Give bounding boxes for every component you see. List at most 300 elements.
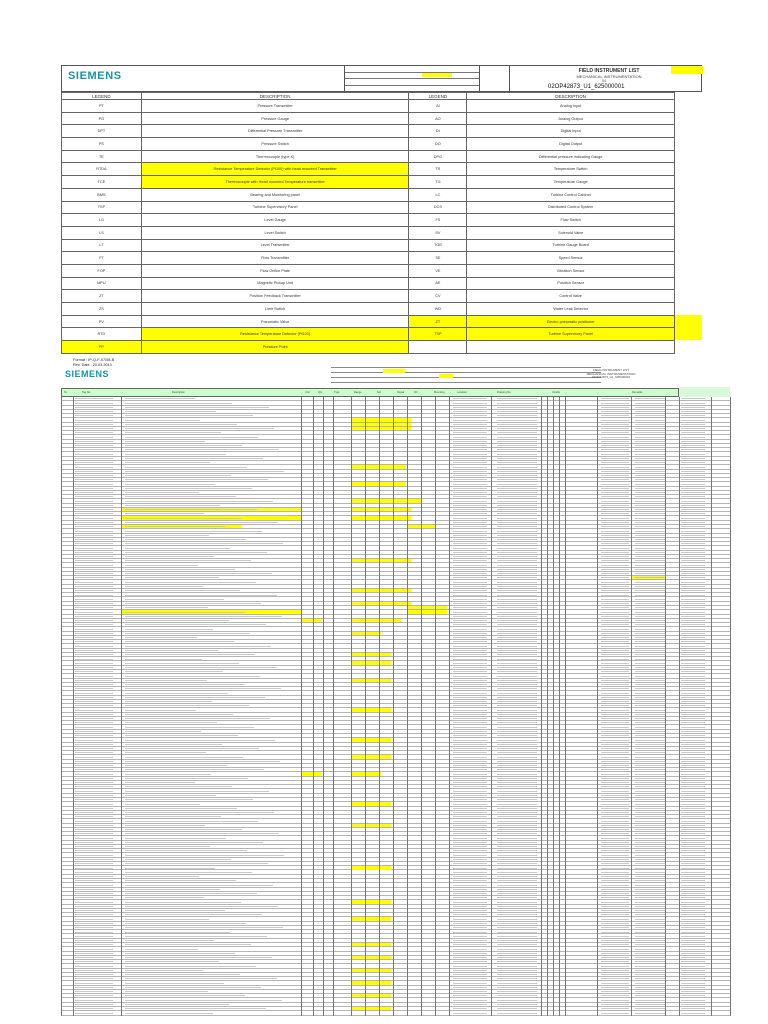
cell-text	[601, 441, 629, 442]
cell-text	[125, 569, 235, 570]
cell-text	[75, 590, 113, 591]
cell-text	[497, 885, 537, 886]
cell-text	[635, 518, 665, 519]
cell-text	[635, 458, 665, 459]
cell-text	[601, 880, 629, 881]
cell-text	[601, 467, 629, 468]
cell-text	[125, 774, 211, 775]
cell-text	[453, 740, 487, 741]
cell-text	[635, 808, 665, 809]
cell-text	[635, 791, 665, 792]
revision-grid	[479, 66, 509, 93]
cell-text	[125, 868, 215, 869]
legend-sheet	[61, 65, 702, 354]
cell-text	[75, 659, 113, 660]
cell-text	[681, 936, 705, 937]
legend-description-2: Digital Input	[467, 125, 675, 138]
cell-text	[125, 727, 254, 728]
cell-text	[635, 484, 665, 485]
cell-text	[681, 974, 705, 975]
cell-text	[681, 816, 705, 817]
list-subtitle: MECHANICAL INSTRUMENTATION	[586, 371, 636, 376]
approval-grid	[344, 66, 479, 93]
cell-text	[75, 863, 113, 864]
cell-text	[601, 629, 629, 630]
cell-text	[601, 833, 629, 834]
cell-text	[125, 722, 217, 723]
cell-text	[601, 458, 629, 459]
cell-text	[125, 676, 260, 677]
cell-text	[125, 616, 282, 617]
legend-description: Level Gauge	[141, 214, 409, 227]
cell-text	[125, 565, 198, 566]
highlight-marker	[351, 602, 411, 605]
cell-text	[453, 398, 487, 399]
cell-text	[601, 492, 629, 493]
cell-text	[75, 949, 113, 950]
cell-text	[453, 1000, 487, 1001]
cell-text	[125, 505, 220, 506]
cell-text	[75, 850, 113, 851]
cell-text	[635, 829, 665, 830]
cell-text	[601, 407, 629, 408]
cell-text	[497, 740, 537, 741]
cell-text	[453, 850, 487, 851]
cell-text	[635, 812, 665, 813]
legend-code-2: TGB	[409, 239, 467, 252]
cell-text	[75, 987, 113, 988]
cell-text	[497, 573, 537, 574]
cell-text	[635, 398, 665, 399]
cell-text	[75, 893, 113, 894]
cell-text	[497, 449, 537, 450]
cell-text	[601, 1008, 629, 1009]
cell-text	[453, 757, 487, 758]
cell-text	[635, 441, 665, 442]
cell-text	[497, 441, 537, 442]
column-header: Location	[457, 391, 467, 394]
cell-text	[601, 552, 629, 553]
cell-text	[75, 526, 113, 527]
cell-text	[125, 552, 267, 553]
cell-text	[681, 786, 705, 787]
cell-text	[601, 727, 629, 728]
cell-text	[601, 471, 629, 472]
cell-text	[681, 535, 705, 536]
cell-text	[635, 995, 665, 996]
cell-text	[75, 458, 113, 459]
cell-text	[601, 974, 629, 975]
cell-text	[75, 697, 113, 698]
cell-text	[497, 1008, 537, 1009]
cell-text	[635, 821, 665, 822]
cell-text	[681, 722, 705, 723]
cell-text	[601, 586, 629, 587]
cell-text	[497, 552, 537, 553]
cell-text	[497, 978, 537, 979]
cell-text	[453, 786, 487, 787]
cell-text	[635, 432, 665, 433]
cell-text	[681, 415, 705, 416]
cell-text	[125, 991, 208, 992]
cell-text	[497, 479, 537, 480]
cell-text	[453, 966, 487, 967]
legend-description: Turbine Supervisory Panel	[141, 201, 409, 214]
cell-text	[497, 701, 537, 702]
legend-description-2: Turbine Gauge Board	[467, 239, 675, 252]
legend-code: LS	[62, 226, 142, 239]
cell-text	[453, 705, 487, 706]
cell-text	[497, 714, 537, 715]
cell-text	[453, 569, 487, 570]
cell-text	[75, 885, 113, 886]
cell-text	[635, 919, 665, 920]
cell-text	[125, 432, 221, 433]
highlight-marker	[351, 708, 391, 711]
cell-text	[601, 761, 629, 762]
cell-text	[681, 599, 705, 600]
cell-text	[497, 560, 537, 561]
cell-text	[125, 740, 275, 741]
cell-text	[497, 966, 537, 967]
document-number: 02OP42873_U1_625000001	[548, 84, 625, 90]
cell-text	[75, 829, 113, 830]
cell-text	[635, 722, 665, 723]
cell-text	[497, 403, 537, 404]
cell-text	[453, 424, 487, 425]
cell-text	[681, 748, 705, 749]
cell-text	[601, 646, 629, 647]
cell-text	[601, 432, 629, 433]
cell-text	[125, 659, 202, 660]
cell-text	[75, 821, 113, 822]
cell-text	[125, 983, 224, 984]
cell-text	[497, 697, 537, 698]
cell-text	[75, 995, 113, 996]
cell-text	[75, 761, 113, 762]
cell-text	[75, 740, 113, 741]
cell-text	[497, 667, 537, 668]
cell-text	[635, 492, 665, 493]
cell-text	[681, 842, 705, 843]
cell-text	[681, 966, 705, 967]
cell-text	[635, 944, 665, 945]
cell-text	[125, 919, 209, 920]
cell-text	[75, 765, 113, 766]
cell-text	[681, 889, 705, 890]
cell-text	[635, 885, 665, 886]
cell-text	[125, 944, 251, 945]
cell-text	[681, 432, 705, 433]
cell-text	[601, 539, 629, 540]
cell-text	[497, 646, 537, 647]
cell-text	[75, 838, 113, 839]
cell-text	[125, 543, 283, 544]
cell-text	[681, 650, 705, 651]
legend-code-2: VE	[409, 264, 467, 277]
legend-description-2: Turbine Supervisory Panel	[467, 328, 675, 341]
cell-text	[497, 684, 537, 685]
cell-text	[635, 868, 665, 869]
revision-number: 04	[602, 79, 606, 83]
cell-text	[601, 403, 629, 404]
cell-text	[635, 850, 665, 851]
cell-text	[635, 531, 665, 532]
cell-text	[125, 786, 232, 787]
cell-text	[681, 531, 705, 532]
cell-text	[635, 659, 665, 660]
cell-text	[601, 731, 629, 732]
cell-text	[453, 479, 487, 480]
cell-text	[601, 620, 629, 621]
cell-text	[497, 407, 537, 408]
cell-text	[681, 765, 705, 766]
cell-text	[601, 411, 629, 412]
cell-text	[453, 484, 487, 485]
cell-text	[601, 936, 629, 937]
cell-text	[453, 445, 487, 446]
cell-text	[453, 492, 487, 493]
cell-text	[635, 654, 665, 655]
cell-text	[453, 509, 487, 510]
legend-code: DPT	[62, 125, 142, 138]
cell-text	[453, 872, 487, 873]
cell-text	[125, 769, 264, 770]
cell-text	[75, 932, 113, 933]
cell-text	[497, 782, 537, 783]
instrument-list-sheet	[61, 367, 730, 394]
cell-text	[125, 949, 198, 950]
cell-text	[681, 458, 705, 459]
column-header: Set	[377, 391, 381, 394]
cell-text	[453, 650, 487, 651]
cell-text	[635, 893, 665, 894]
cell-text	[635, 599, 665, 600]
cell-text	[681, 573, 705, 574]
cell-text	[497, 518, 537, 519]
legend-description: Pressure Gauge	[141, 112, 409, 125]
cell-text	[453, 795, 487, 796]
cell-text	[497, 727, 537, 728]
cell-text	[601, 906, 629, 907]
cell-text	[453, 543, 487, 544]
highlight-marker	[351, 423, 411, 426]
cell-text	[635, 671, 665, 672]
cell-text	[75, 556, 113, 557]
cell-text	[635, 582, 665, 583]
cell-text	[453, 629, 487, 630]
column-header: Signal	[397, 391, 405, 394]
cell-text	[453, 607, 487, 608]
highlight-marker	[351, 482, 406, 485]
cell-text	[75, 718, 113, 719]
cell-text	[75, 978, 113, 979]
cell-text	[75, 641, 113, 642]
cell-text	[601, 616, 629, 617]
legend-code: ZT	[62, 290, 142, 303]
cell-text	[497, 641, 537, 642]
highlight-marker	[351, 772, 381, 775]
cell-text	[75, 505, 113, 506]
cell-text	[75, 467, 113, 468]
cell-text	[497, 859, 537, 860]
cell-text	[125, 458, 263, 459]
legend-row	[62, 214, 675, 227]
cell-text	[453, 526, 487, 527]
cell-text	[453, 927, 487, 928]
cell-text	[681, 727, 705, 728]
cell-text	[635, 927, 665, 928]
cell-text	[75, 944, 113, 945]
legend-code: ZS	[62, 303, 142, 316]
cell-text	[125, 885, 273, 886]
cell-text	[497, 633, 537, 634]
cell-text	[453, 701, 487, 702]
cell-text	[125, 671, 223, 672]
cell-text	[75, 966, 113, 967]
highlight-marker	[675, 315, 702, 328]
cell-text	[75, 513, 113, 514]
cell-text	[75, 795, 113, 796]
cell-text	[453, 693, 487, 694]
cell-text	[601, 838, 629, 839]
cell-text	[635, 526, 665, 527]
cell-text	[635, 744, 665, 745]
cell-text	[681, 420, 705, 421]
cell-text	[601, 799, 629, 800]
cell-text	[125, 731, 201, 732]
cell-text	[125, 957, 272, 958]
cell-text	[453, 1004, 487, 1005]
cell-text	[497, 829, 537, 830]
cell-text	[453, 560, 487, 561]
highlight-marker	[351, 956, 391, 959]
cell-text	[125, 492, 199, 493]
cell-text	[75, 543, 113, 544]
cell-text	[601, 693, 629, 694]
cell-text	[125, 1004, 229, 1005]
legend-description: Position Feedback Transmitter	[141, 290, 409, 303]
cell-text	[125, 791, 269, 792]
cell-text	[497, 889, 537, 890]
cell-text	[635, 1008, 665, 1009]
cell-text	[453, 531, 487, 532]
cell-text	[635, 953, 665, 954]
cell-text	[453, 825, 487, 826]
cell-text	[601, 1013, 629, 1014]
cell-text	[601, 893, 629, 894]
cell-text	[497, 424, 537, 425]
cell-text	[635, 680, 665, 681]
cell-text	[635, 684, 665, 685]
cell-text	[497, 629, 537, 630]
cell-text	[601, 501, 629, 502]
cell-text	[681, 987, 705, 988]
cell-text	[601, 437, 629, 438]
cell-text	[601, 914, 629, 915]
cell-text	[681, 565, 705, 566]
cell-text	[75, 633, 113, 634]
cell-text	[125, 496, 236, 497]
gridline	[730, 397, 731, 1016]
highlight-marker	[407, 525, 435, 528]
cell-text	[453, 842, 487, 843]
cell-text	[681, 526, 705, 527]
cell-text	[75, 398, 113, 399]
cell-text	[681, 829, 705, 830]
column-header: Remarks	[632, 391, 643, 394]
cell-text	[125, 599, 224, 600]
cell-text	[453, 940, 487, 941]
cell-text	[497, 590, 537, 591]
cell-text	[453, 718, 487, 719]
cell-text	[681, 744, 705, 745]
cell-text	[75, 731, 113, 732]
siemens-logo-2: SIEMENS	[65, 369, 110, 379]
cell-text	[497, 799, 537, 800]
cell-text	[635, 842, 665, 843]
cell-text	[497, 919, 537, 920]
cell-text	[453, 663, 487, 664]
cell-text	[125, 586, 203, 587]
cell-text	[635, 471, 665, 472]
cell-text	[497, 897, 537, 898]
legend-code-2: WD	[409, 303, 467, 316]
cell-text	[497, 1000, 537, 1001]
cell-text	[681, 769, 705, 770]
cell-text	[601, 786, 629, 787]
highlight-marker	[407, 606, 447, 609]
cell-text	[601, 876, 629, 877]
cell-text	[681, 808, 705, 809]
cell-text	[601, 735, 629, 736]
cell-text	[453, 590, 487, 591]
cell-text	[601, 565, 629, 566]
cell-text	[601, 1004, 629, 1005]
cell-text	[125, 859, 231, 860]
cell-text	[125, 718, 270, 719]
cell-text	[635, 513, 665, 514]
cell-text	[601, 509, 629, 510]
description-header: DESCRIPTION	[141, 93, 409, 100]
cell-text	[601, 637, 629, 638]
cell-text	[125, 744, 222, 745]
cell-text	[601, 488, 629, 489]
cell-text	[601, 782, 629, 783]
cell-text	[497, 415, 537, 416]
cell-text	[497, 850, 537, 851]
cell-text	[75, 565, 113, 566]
cell-text	[453, 428, 487, 429]
cell-text	[75, 714, 113, 715]
column-header: Range	[354, 391, 362, 394]
cell-text	[635, 855, 665, 856]
cell-text	[75, 889, 113, 890]
cell-text	[681, 484, 705, 485]
cell-text	[635, 757, 665, 758]
cell-text	[635, 603, 665, 604]
cell-text	[601, 987, 629, 988]
highlight-marker	[351, 589, 411, 592]
highlight-marker	[301, 619, 321, 622]
cell-text	[497, 949, 537, 950]
cell-text	[75, 919, 113, 920]
cell-text	[635, 782, 665, 783]
cell-text	[497, 492, 537, 493]
highlight-marker	[351, 427, 411, 430]
cell-text	[125, 906, 278, 907]
legend-description-2: Solenoid Valve	[467, 226, 675, 239]
